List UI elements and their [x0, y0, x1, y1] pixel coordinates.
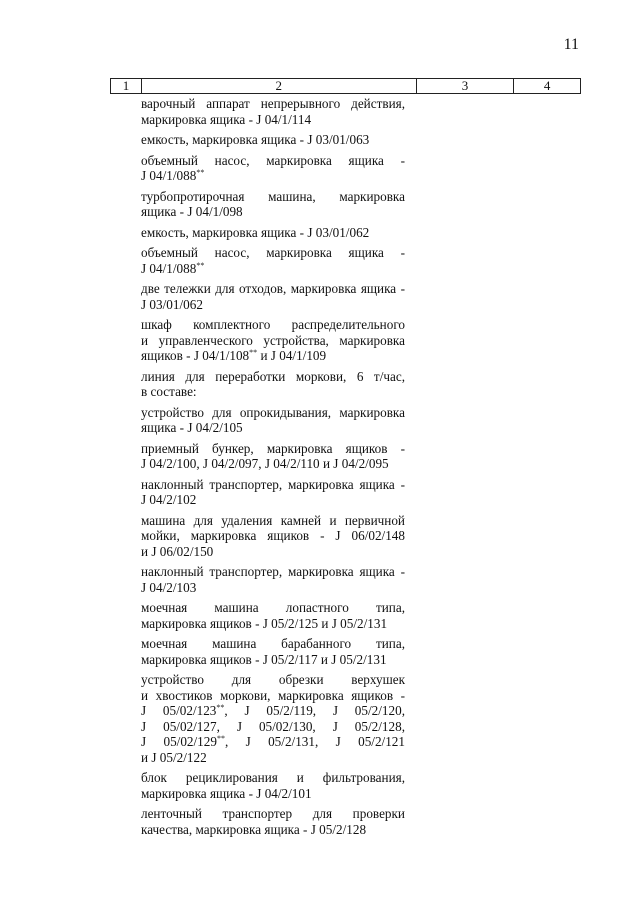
- list-item-line: объемный насос, маркировка ящика -: [141, 245, 405, 260]
- column-3-header: 3: [417, 79, 515, 93]
- list-item-line: J 03/01/062: [141, 296, 203, 312]
- footnote-marker: **: [196, 168, 205, 177]
- list-item-line: и управленческого устройства, маркировка: [141, 332, 405, 348]
- list-item: [141, 564, 405, 595]
- list-item-line: маркировка ящиков - J 05/2/125 и J 05/2/131: [141, 615, 388, 631]
- list-item: [141, 806, 405, 837]
- list-item: [141, 225, 405, 241]
- list-item: [141, 513, 405, 560]
- list-item: [141, 477, 405, 508]
- list-item: [141, 636, 405, 667]
- list-item-line: J 04/1/088**: [141, 168, 205, 183]
- list-item-line: наклонный транспортер, маркировка ящика -: [141, 476, 405, 492]
- list-item-line: емкость, маркировка ящика - J 03/01/063: [141, 132, 370, 147]
- list-item-line: машина для удаления камней и первичной: [141, 512, 405, 528]
- footnote-marker: **: [216, 734, 225, 743]
- list-item: [141, 405, 405, 436]
- list-item-line: устройство для обрезки верхушек: [141, 672, 405, 687]
- list-item-line: линия для переработки моркови, 6 т/час,: [141, 368, 405, 384]
- list-item-line: и хвостиков моркови, маркировка ящиков -: [141, 687, 405, 703]
- list-item-line: маркировка ящиков - J 05/2/117 и J 05/2/131: [141, 651, 387, 667]
- list-item-line: моечная машина барабанного типа,: [141, 636, 405, 651]
- list-item-line: J 04/2/103: [141, 579, 197, 595]
- list-item-line: объемный насос, маркировка ящика -: [141, 152, 405, 168]
- list-item: [141, 672, 405, 765]
- list-item-line: маркировка ящика - J 04/2/101: [141, 785, 312, 801]
- list-item-line: J 04/2/102: [141, 492, 197, 507]
- list-item: [141, 441, 405, 472]
- list-item-line: приемный бункер, маркировка ящиков -: [141, 440, 405, 456]
- list-item: [141, 96, 405, 127]
- list-item-line: J 04/1/088**: [141, 260, 205, 276]
- list-item: [141, 132, 405, 148]
- list-item-line: емкость, маркировка ящика - J 03/01/062: [141, 224, 370, 240]
- list-item-line: мойки, маркировка ящиков - J 06/02/148: [141, 528, 405, 543]
- list-item-line: моечная машина лопастного типа,: [141, 600, 405, 615]
- footnote-marker: **: [249, 348, 258, 357]
- list-item-line: в составе:: [141, 384, 197, 399]
- list-item: [141, 281, 405, 312]
- list-item-line: J 05/02/127, J 05/02/130, J 05/2/128,: [141, 718, 405, 734]
- list-item-line: наклонный транспортер, маркировка ящика -: [141, 564, 405, 579]
- footnote-marker: **: [216, 703, 225, 712]
- list-item-line: качества, маркировка ящика - J 05/2/128: [141, 821, 367, 837]
- list-item: [141, 770, 405, 801]
- list-item-line: и J 05/2/122: [141, 749, 207, 765]
- list-item-line: две тележки для отходов, маркировка ящика -: [141, 281, 405, 296]
- list-item-line: ящика - J 04/1/098: [141, 204, 243, 219]
- list-item-line: устройство для опрокидывания, маркировка: [141, 404, 405, 420]
- list-item-line: J 05/02/129**, J 05/2/131, J 05/2/121: [141, 734, 405, 749]
- list-item-line: ленточный транспортер для проверки: [141, 806, 405, 821]
- column-1-header: 1: [111, 79, 142, 93]
- list-item: [141, 317, 405, 364]
- list-item-line: ящика - J 04/2/105: [141, 420, 243, 435]
- list-item: [141, 153, 405, 184]
- list-item-line: турбопротирочная машина, маркировка: [141, 188, 405, 204]
- page-number: 11: [563, 36, 579, 53]
- list-item-line: и J 06/02/150: [141, 543, 214, 559]
- list-item-line: маркировка ящика - J 04/1/114: [141, 111, 312, 127]
- list-item-line: ящиков - J 04/1/108** и J 04/1/109: [141, 348, 327, 363]
- table-header-row: [110, 78, 581, 94]
- list-item-line: блок рециклирования и фильтрования,: [141, 770, 405, 785]
- list-item-line: J 05/02/123**, J 05/2/119, J 05/2/120,: [141, 703, 405, 718]
- list-item: [141, 245, 405, 276]
- list-item-line: варочный аппарат непрерывного действия,: [141, 96, 405, 111]
- list-item: [141, 189, 405, 220]
- column-2-header: 2: [142, 79, 417, 93]
- list-item-line: шкаф комплектного распределительного: [141, 317, 405, 332]
- list-item-line: J 04/2/100, J 04/2/097, J 04/2/110 и J 04/2/095: [141, 456, 389, 471]
- column-4-header: 4: [543, 78, 551, 93]
- equipment-list: [141, 96, 405, 842]
- list-item: [141, 369, 405, 400]
- footnote-marker: **: [196, 260, 205, 270]
- list-item: [141, 600, 405, 631]
